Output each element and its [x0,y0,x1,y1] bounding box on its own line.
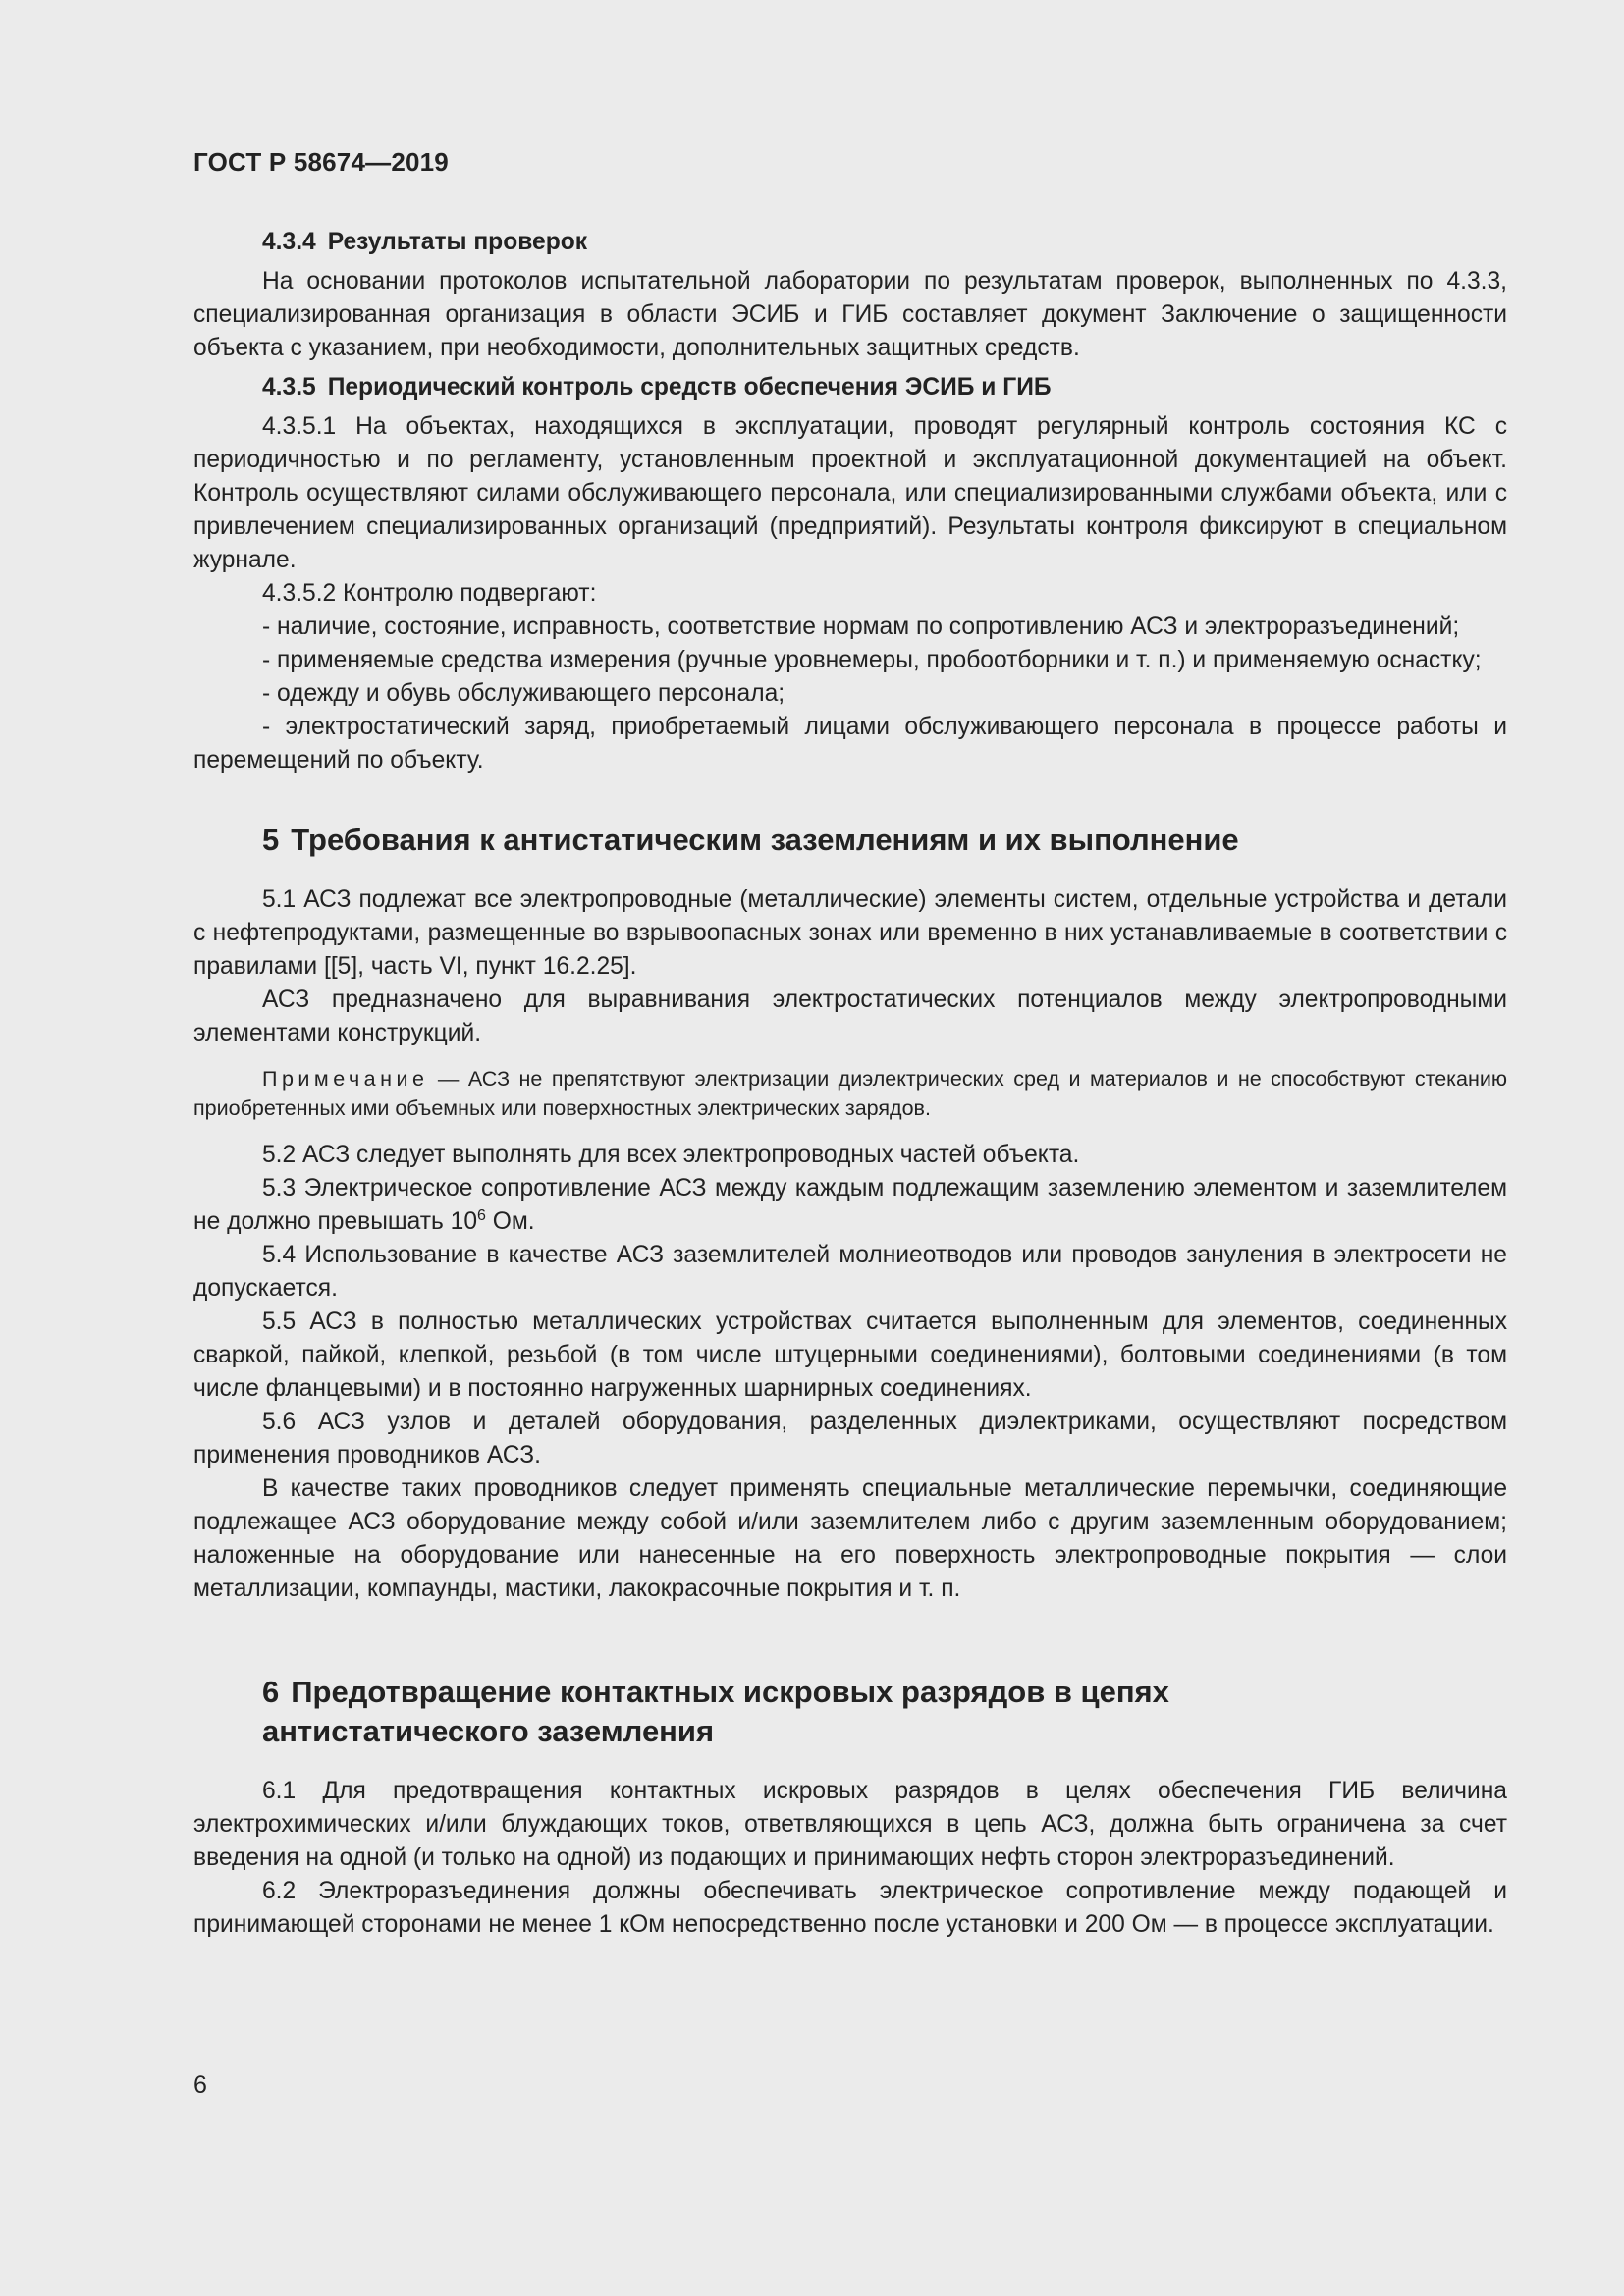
section-title-line1: Предотвращение контактных искровых разрядов в цепях [291,1675,1169,1709]
paragraph-5-2: 5.2 АСЗ следует выполнять для всех электропроводных частей объекта. [262,1142,1080,1168]
paragraph-5-3-unit: Ом. [485,1208,535,1235]
paragraph-5-3-text: 5.3 Электрическое сопротивление АСЗ между каждым подлежащим заземлению элементом и заземлителем не должно превышать 10 [193,1175,1507,1235]
subsection-title: Периодический контроль средств обеспечения ЭСИБ и ГИБ [327,374,1052,400]
subsection-heading-4-3-4 [193,226,1507,259]
page-number: 6 [193,2071,207,2099]
section-heading-6 [262,1673,1507,1751]
exponent: 6 [477,1206,486,1224]
paragraph-4-3-4: На основании протоколов испытательной лаборатории по результатам проверок, выполненных по 4.3.3, специализированная организация в области ЭСИБ и ГИБ составляет документ Заключение о защищенности объекта с указанием, при необходимости, дополнительных защитных средств. [193,268,1507,361]
paragraph-4-3-5-1: 4.3.5.1 На объектах, находящихся в эксплуатации, проводят регулярный контроль состояния КС с периодичностью и по регламенту, установленным проектной и эксплуатационной документацией на объект. Контроль осуществляют силами обслуживающего персонала, или специализированными службами объекта, или с привлечением специализированных организаций (предприятий). Результаты контроля фиксируют в специальном журнале. [193,413,1507,573]
note-text: — АСЗ не препятствуют электризации диэлектрических сред и материалов и не способствуют стеканию приобретенных ими объемных или поверхностных электрических зарядов. [193,1067,1507,1120]
paragraph-6-2: 6.2 Электроразъединения должны обеспечивать электрическое сопротивление между подающей и принимающей сторонами не менее 1 кОм непосредственно после установки и 200 Ом — в процессе эксплуатации. [193,1878,1507,1938]
subsection-number: 4.3.4 [262,229,316,255]
section-heading-5 [262,821,1507,860]
document-header: ГОСТ Р 58674—2019 [193,147,449,177]
list-item: - применяемые средства измерения (ручные уровнемеры, пробоотборники и т. п.) и применяемую оснастку; [262,647,1482,673]
paragraph-5-3 [193,1172,1507,1239]
paragraph-5-1: 5.1 АСЗ подлежат все электропроводные (металлические) элементы систем, отдельные устройства и детали с нефтепродуктами, размещенные во взрывоопасных зонах или временно в них устанавливаемые в соответствии с правилами [[5], часть VI, пункт 16.2.25]. [193,886,1507,980]
paragraph-5-4: 5.4 Использование в качестве АСЗ заземлителей молниеотводов или проводов зануления в электросети не допускается. [193,1242,1507,1302]
list-item: - одежду и обувь обслуживающего персонала; [262,680,785,707]
section-number: 6 [262,1675,280,1709]
section-title-line2: антистатического заземления [262,1714,715,1748]
note-label: Примечание [262,1067,429,1091]
list-item: - наличие, состояние, исправность, соответствие нормам по сопротивлению АСЗ и электроразъединений; [262,614,1460,640]
subsection-title: Результаты проверок [327,229,588,255]
list-item: - электростатический заряд, приобретаемый лицами обслуживающего персонала в процессе работы и перемещений по объекту. [193,714,1507,774]
paragraph-5-5: 5.5 АСЗ в полностью металлических устройствах считается выполненным для элементов, соединенных сваркой, пайкой, клепкой, резьбой (в том числе штуцерными соединениями), болтовыми соединениями (в том числе фланцевыми) и в постоянно нагруженных шарнирных соединениях. [193,1308,1507,1402]
paragraph-6-1: 6.1 Для предотвращения контактных искровых разрядов в целях обеспечения ГИБ величина электрохимических и/или блуждающих токов, ответвляющихся в цепь АСЗ, должна быть ограничена за счет введения на одной (и только на одной) из подающих и принимающих нефть сторон электроразъединений. [193,1778,1507,1871]
paragraph-5-1-b: АСЗ предназначено для выравнивания электростатических потенциалов между электропроводными элементами конструкций. [193,987,1507,1046]
subsection-heading-4-3-5 [193,371,1507,404]
note [193,1064,1507,1123]
section-title: Требования к антистатическим заземлениям и их выполнение [291,823,1239,857]
paragraph-4-3-5-2: 4.3.5.2 Контролю подвергают: [262,580,597,607]
paragraph-5-6: 5.6 АСЗ узлов и деталей оборудования, разделенных диэлектриками, осуществляют посредством применения проводников АСЗ. [193,1409,1507,1468]
paragraph-5-6-b: В качестве таких проводников следует применять специальные металлические перемычки, соединяющие подлежащее АСЗ оборудование между собой и/или заземлителем либо с другим заземленным оборудованием; наложенные на оборудование или нанесенные на его поверхность электропроводные покрытия — слои металлизации, компаунды, мастики, лакокрасочные покрытия и т. п. [193,1475,1507,1602]
section-number: 5 [262,823,280,857]
subsection-number: 4.3.5 [262,374,316,400]
document-body [193,226,1507,1942]
